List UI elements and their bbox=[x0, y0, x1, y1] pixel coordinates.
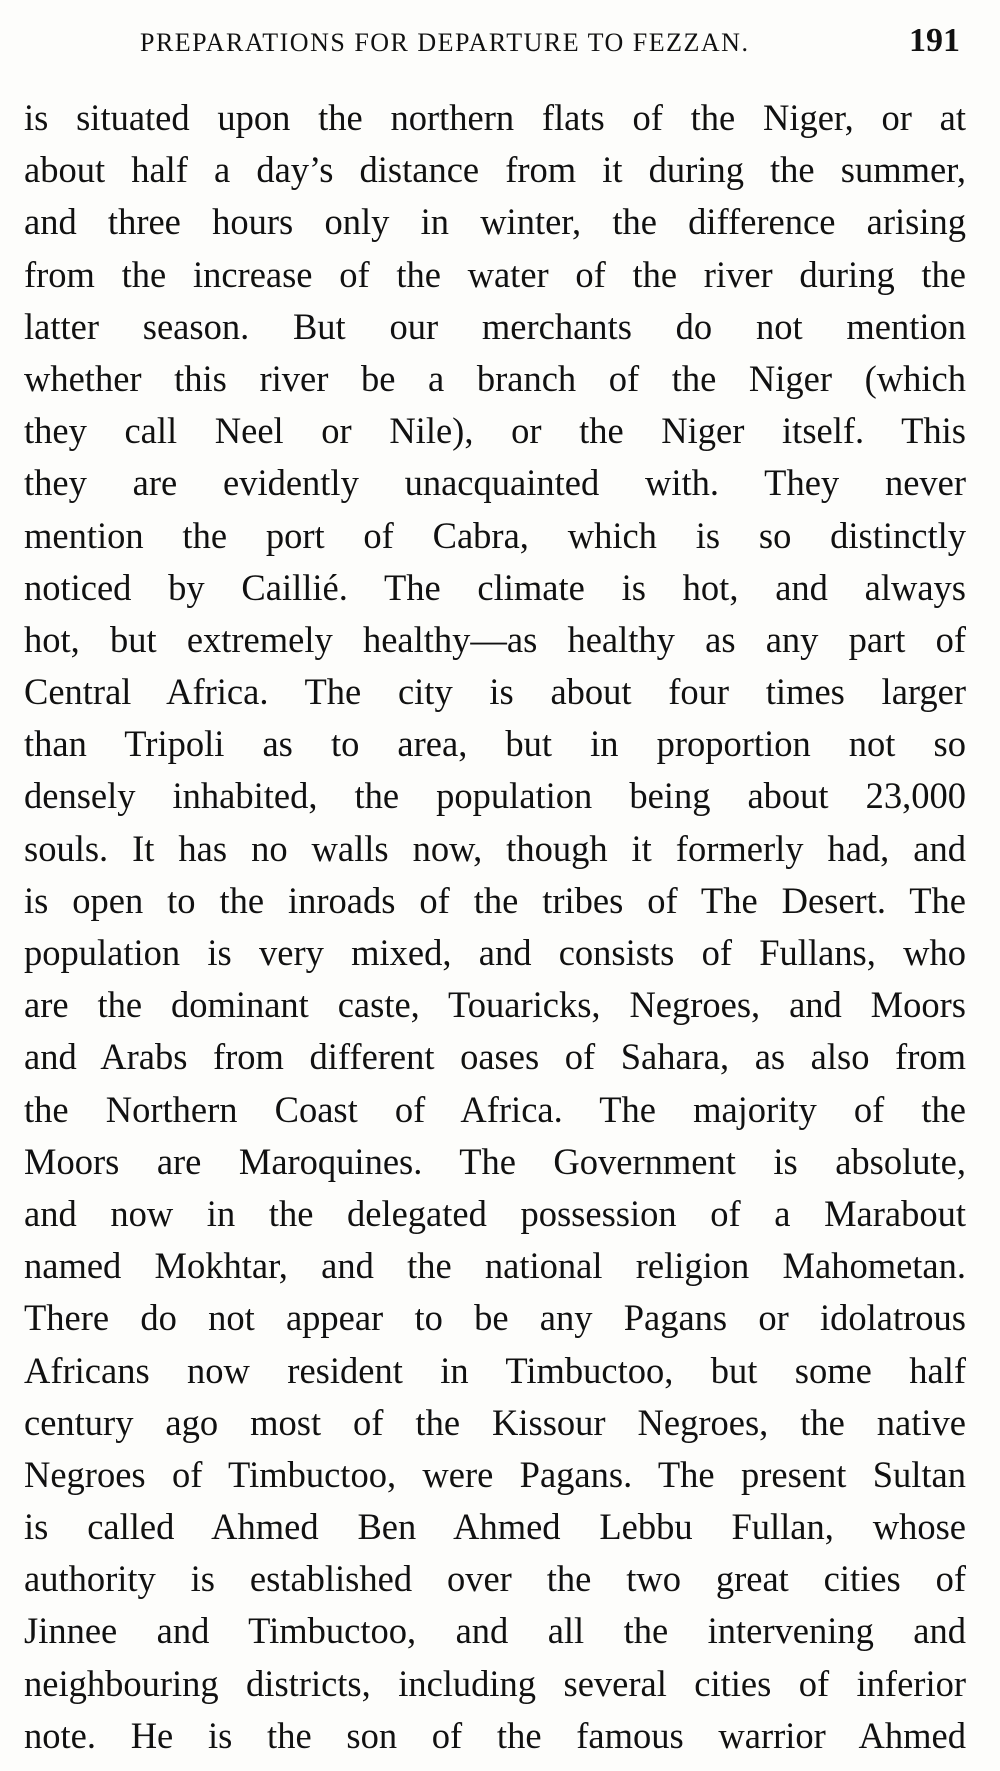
text-line: mention the port of Cabra, which is so distinctly bbox=[24, 514, 966, 556]
text-line: about half a day’s distance from it during the summer, bbox=[24, 149, 966, 191]
text-line: authority is established over the two great cities of bbox=[24, 1558, 966, 1600]
running-head: PREPARATIONS FOR DEPARTURE TO FEZZAN. bbox=[140, 28, 750, 57]
body-text bbox=[24, 92, 966, 1762]
page-number: 191 bbox=[909, 22, 960, 59]
text-line: named Mokhtar, and the national religion Mahometan. bbox=[24, 1245, 966, 1287]
text-line: Moors are Maroquines. The Government is absolute, bbox=[24, 1140, 966, 1182]
page-header bbox=[140, 22, 960, 62]
text-line: souls. It has no walls now, though it formerly had, and bbox=[24, 827, 966, 869]
text-line: noticed by Caillié. The climate is hot, and always bbox=[24, 566, 966, 608]
text-line: is situated upon the northern flats of the Niger, or at bbox=[24, 97, 966, 138]
text-line: they call Neel or Nile), or the Niger itself. This bbox=[24, 410, 966, 452]
text-line: Jinnee and Timbuctoo, and all the intervening and bbox=[24, 1610, 966, 1652]
text-line: densely inhabited, the population being about 23,000 bbox=[24, 775, 966, 817]
text-line: Africans now resident in Timbuctoo, but some half bbox=[24, 1349, 966, 1391]
text-line: Central Africa. The city is about four times larger bbox=[24, 671, 966, 713]
text-line: note. He is the son of the famous warrior Ahmed bbox=[24, 1714, 966, 1756]
text-line: neighbouring districts, including several cities of inferior bbox=[24, 1662, 966, 1704]
text-line: latter season. But our merchants do not mention bbox=[24, 305, 966, 347]
text-line: the Northern Coast of Africa. The majority of the bbox=[24, 1088, 966, 1130]
text-line: Negroes of Timbuctoo, were Pagans. The present Sultan bbox=[24, 1453, 966, 1495]
text-line: than Tripoli as to area, but in proportion not so bbox=[24, 723, 966, 765]
text-line: are the dominant caste, Touaricks, Negroes, and Moors bbox=[24, 984, 966, 1026]
text-line: and three hours only in winter, the difference arising bbox=[24, 201, 966, 243]
text-line: hot, but extremely healthy—as healthy as any part of bbox=[24, 618, 966, 660]
text-line: century ago most of the Kissour Negroes, the native bbox=[24, 1401, 966, 1443]
text-line: from the increase of the water of the river during the bbox=[24, 253, 966, 295]
text-line: they are evidently unacquainted with. They never bbox=[24, 462, 966, 504]
text-line: population is very mixed, and consists of Fullans, who bbox=[24, 932, 966, 973]
text-line: whether this river be a branch of the Niger (which bbox=[24, 357, 966, 399]
text-line: and Arabs from different oases of Sahara, as also from bbox=[24, 1036, 966, 1078]
text-line: There do not appear to be any Pagans or idolatrous bbox=[24, 1297, 966, 1339]
text-line: is open to the inroads of the tribes of The Desert. The bbox=[24, 879, 966, 921]
text-line: and now in the delegated possession of a Marabout bbox=[24, 1192, 966, 1234]
text-line: is called Ahmed Ben Ahmed Lebbu Fullan, whose bbox=[24, 1506, 966, 1548]
